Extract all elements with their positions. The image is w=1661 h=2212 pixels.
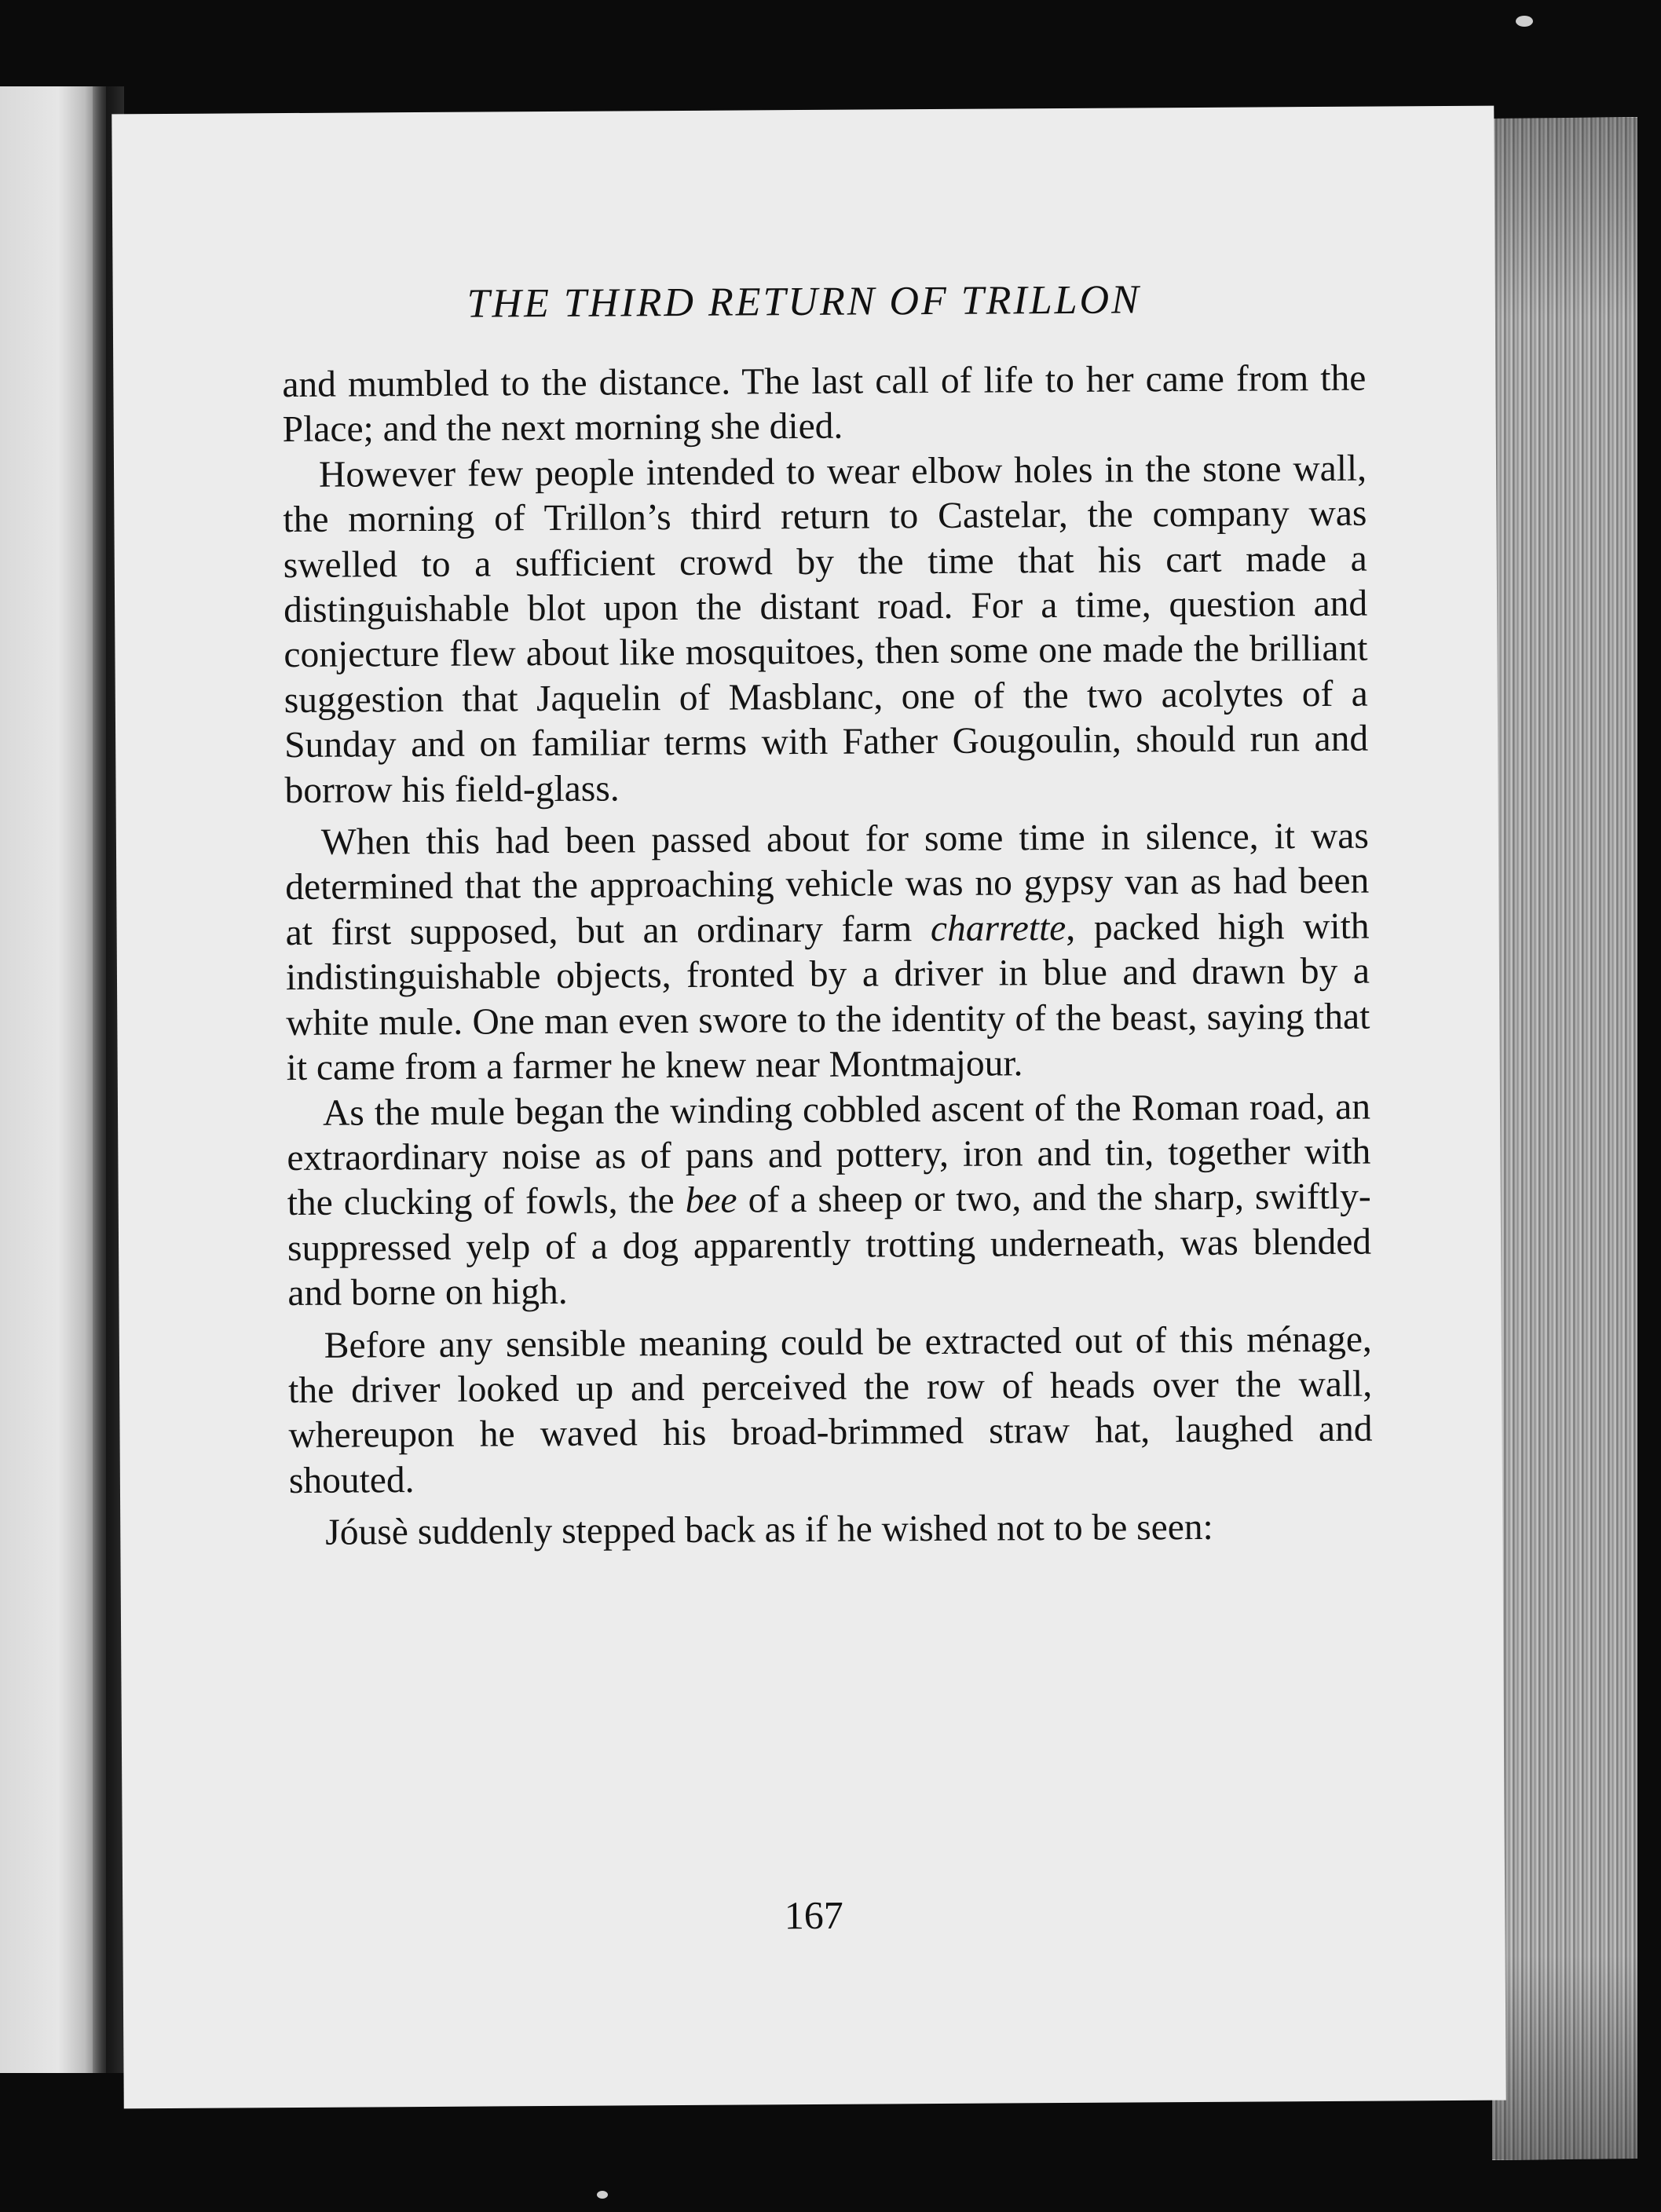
paragraph-text: Before any sensible meaning could be extracted out of this ménage, the driver looked up and perceived the row of heads over the wall, whereupon he waved his broad-brimmed straw hat, laughed and shouted. [288, 1318, 1373, 1501]
scan-speck [1516, 16, 1533, 27]
paragraph-text: and mumbled to the distance. The last call of life to her came from the Place; and the next morning she died. [282, 357, 1366, 451]
paragraph [287, 1084, 1372, 1316]
paragraph-text: Jóusè suddenly stepped back as if he wished not to be seen: [325, 1507, 1213, 1553]
italic-word: bee [685, 1179, 737, 1222]
running-head: THE THIRD RETURN OF TRILLON [466, 277, 1141, 327]
scan-speck [597, 2191, 608, 2199]
facing-page-edge [0, 86, 106, 2073]
paragraph [289, 1505, 1373, 1556]
paragraph [288, 1317, 1373, 1504]
paragraph-text-before: As the mule began the winding cobbled ascent of the Roman road, an extraordinary noise as of pans and pottery, iron and tin, together with the clucking of fowls, the [287, 1086, 1371, 1224]
paragraph-continued [282, 356, 1366, 453]
paragraph-text-after: of a sheep or two, and the sharp, swiftly-suppressed yelp of a dog apparently trotting underneath, was blended and borne on high. [287, 1175, 1372, 1314]
book-page [112, 106, 1506, 2109]
paragraph [283, 446, 1369, 814]
paragraph-text: However few people intended to wear elbow holes in the stone wall, the morning of Trillon’s third return to Castelar, the company was swelled to a sufficient crowd by the time that his cart made a distinguishable blot upon the distant road. For a time, question and conjecture flew about like mosquitoes, then some one made the brilliant suggestion that Jaquelin of Masblanc, one of the two acolytes of a Sunday and on familiar terms with Father Gougoulin, should run and borrow his field-glass. [283, 448, 1369, 811]
paragraph [285, 814, 1370, 1091]
body-text [282, 356, 1373, 1556]
paragraph-text-after: , packed high with indistinguishable objects, fronted by a driver in blue and drawn by a white mule. One man even swore to the identity of the beast, saying that it came from a farmer he knew near Montmajour. [285, 905, 1370, 1089]
page-number: 167 [784, 1892, 843, 1938]
paragraph-text-before: When this had been passed about for some time in silence, it was determined that the approaching vehicle was no gypsy van as had been at first supposed, but an ordinary farm [285, 815, 1370, 953]
italic-word: charrette [930, 907, 1066, 949]
fore-edge-shade [1492, 118, 1637, 2159]
